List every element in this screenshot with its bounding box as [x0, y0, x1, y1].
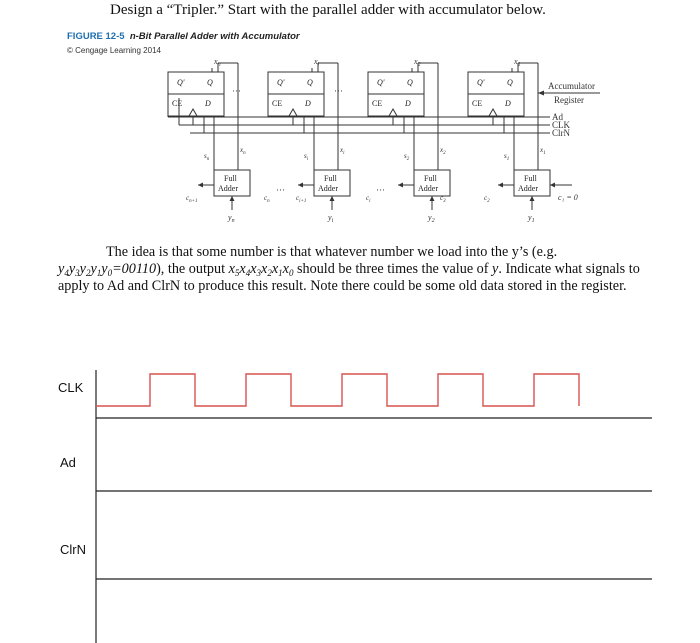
- bit-cell-2: [368, 57, 450, 224]
- carry-out-arrow: [298, 183, 303, 188]
- y-input-arrow: [230, 196, 235, 201]
- ellipsis-top-1: ···: [232, 86, 241, 96]
- ad-label: Ad: [552, 112, 563, 122]
- s-label: $s_n$: [204, 152, 210, 162]
- accumulator-arrowhead: [538, 91, 544, 96]
- carry-sub: 3: [443, 199, 446, 204]
- x-output-label: $x_n$: [214, 57, 221, 68]
- full-adder-label-2: Adder: [518, 184, 538, 193]
- carry-label: $c_2$: [484, 194, 490, 204]
- clk-signal-label: CLK: [58, 380, 84, 395]
- problem-title: Design a “Tripler.” Start with the parallel adder with accumulator below.: [110, 2, 546, 18]
- para-after-x: should be three times the value of: [293, 261, 493, 277]
- carry-sub: i: [369, 199, 371, 204]
- y-input-sub: i: [331, 218, 334, 224]
- s-label: $s_1$: [504, 152, 510, 162]
- q-label: Q: [507, 78, 513, 87]
- ad-signal-label: Ad: [60, 455, 76, 470]
- carry-label: $c_3$: [440, 194, 446, 204]
- carry-in-label: c₁ = 0: [558, 193, 578, 202]
- x-output-label: $x_1$: [514, 57, 521, 68]
- s-sub: i: [306, 157, 309, 162]
- register-label: Register: [554, 95, 584, 105]
- y-input-sub: n: [231, 218, 235, 224]
- x-output-label: $x_2$: [414, 57, 421, 68]
- q-label: Q: [207, 78, 213, 87]
- figure-number: FIGURE 12-5: [67, 31, 125, 42]
- d-label: D: [305, 99, 311, 108]
- figure-label: [67, 31, 300, 42]
- x-output-sub: n: [217, 62, 221, 68]
- carry-sub: n+1: [189, 199, 198, 204]
- para-intro: The idea is that some number is that whatever number we load into the y’s (e.g.: [106, 244, 558, 260]
- full-adder-label-1: Full: [424, 174, 437, 183]
- timing-diagram: [0, 370, 700, 643]
- y-expression: $y_4y_3y_2y_1y_0=00110$: [58, 261, 157, 278]
- clock-triangle: [189, 109, 197, 116]
- x-input-label: $x_2$: [440, 146, 446, 156]
- carry-label: $c_{n+1}$: [186, 194, 198, 204]
- bit-cell-0: [168, 57, 250, 224]
- x-input-sub: n: [243, 151, 246, 156]
- carry-sub: n: [267, 199, 270, 204]
- carry-sub: 2: [487, 199, 490, 204]
- y-input-arrow: [530, 196, 535, 201]
- figure-copyright: © Cengage Learning 2014: [67, 46, 161, 55]
- q-label: Q: [407, 78, 413, 87]
- carry-in-arrow: [550, 183, 555, 188]
- parallel-adder-circuit: [160, 50, 600, 230]
- y-variable: y: [492, 261, 499, 277]
- q-bar-label: Q': [477, 78, 485, 87]
- clrn-label: ClrN: [552, 128, 570, 138]
- d-label: D: [405, 99, 411, 108]
- full-adder-label-1: Full: [224, 174, 237, 183]
- carry-label: $c_i$: [366, 194, 371, 204]
- ce-label: CE: [172, 99, 183, 108]
- full-adder-label-1: Full: [524, 174, 537, 183]
- carry-sub: i+1: [299, 199, 307, 204]
- y-input-arrow: [330, 196, 335, 201]
- accumulator-label: Accumulator: [548, 81, 595, 91]
- y-input-label: $y_1$: [528, 213, 535, 224]
- clock-triangle: [389, 109, 397, 116]
- x-input-sub: 2: [443, 151, 446, 156]
- clock-triangle: [289, 109, 297, 116]
- x-input-label: $x_1$: [540, 146, 546, 156]
- full-adder-label-2: Adder: [318, 184, 338, 193]
- s-label: $s_i$: [304, 152, 309, 162]
- problem-paragraph: [58, 244, 663, 295]
- q-bar-label: Q': [277, 78, 285, 87]
- clrn-signal-label: ClrN: [60, 542, 86, 557]
- ce-label: CE: [272, 99, 283, 108]
- figure-caption: n-Bit Parallel Adder with Accumulator: [129, 31, 300, 42]
- ce-label: CE: [372, 99, 383, 108]
- y-input-label: $y_2$: [428, 213, 435, 224]
- bit-cell-3: [468, 57, 550, 224]
- y-input-arrow: [430, 196, 435, 201]
- clock-triangle: [489, 109, 497, 116]
- carry-out-arrow: [198, 183, 203, 188]
- y-input-sub: 2: [431, 218, 435, 224]
- ce-label: CE: [472, 99, 483, 108]
- s-label: $s_2$: [404, 152, 410, 162]
- full-adder-label-2: Adder: [418, 184, 438, 193]
- d-label: D: [505, 99, 511, 108]
- control-buses: [168, 90, 550, 133]
- s-sub: n: [206, 157, 210, 162]
- clk-label: CLK: [552, 120, 570, 130]
- carry-label: $c_{i+1}$: [296, 194, 307, 204]
- para-end: . Indicate what signals to apply to Ad and ClrN to produce this result. Note there could be some old data stored in the register.: [58, 261, 640, 294]
- x-input-label: $x_n$: [240, 146, 246, 156]
- s-sub: 1: [506, 157, 510, 162]
- s-sub: 2: [406, 157, 410, 162]
- y-input-sub: 1: [531, 218, 535, 224]
- x-output-label: x: [314, 57, 318, 66]
- y-input-label: $y_n$: [228, 213, 235, 224]
- d-label: D: [205, 99, 211, 108]
- x-input-sub: 1: [543, 151, 546, 156]
- x-input-label: $x_i$: [340, 146, 345, 156]
- y-input-label: $y_i$: [328, 213, 334, 224]
- x-output-sub: 1: [517, 62, 521, 68]
- full-adder-label-2: Adder: [218, 184, 238, 193]
- full-adder-label-1: Full: [324, 174, 337, 183]
- x-expression: $x_5x_4x_3x_2x_1x_0$: [228, 261, 294, 278]
- bit-cell-1: [268, 57, 350, 224]
- ellipsis-bottom-1: ···: [276, 185, 285, 195]
- q-bar-label: Q': [177, 78, 185, 87]
- q-bar-label: Q': [377, 78, 385, 87]
- x-output-sub: 2: [417, 62, 421, 68]
- q-label: Q: [307, 78, 313, 87]
- para-mid: ), the output: [156, 261, 229, 277]
- carry-out-arrow: [498, 183, 503, 188]
- x-input-sub: i: [343, 151, 345, 156]
- clk-waveform: [96, 374, 579, 406]
- carry-out-arrow: [398, 183, 403, 188]
- ellipsis-top-2: ···: [334, 86, 343, 96]
- carry-label: $c_n$: [264, 194, 270, 204]
- ellipsis-bottom-2: ···: [376, 185, 385, 195]
